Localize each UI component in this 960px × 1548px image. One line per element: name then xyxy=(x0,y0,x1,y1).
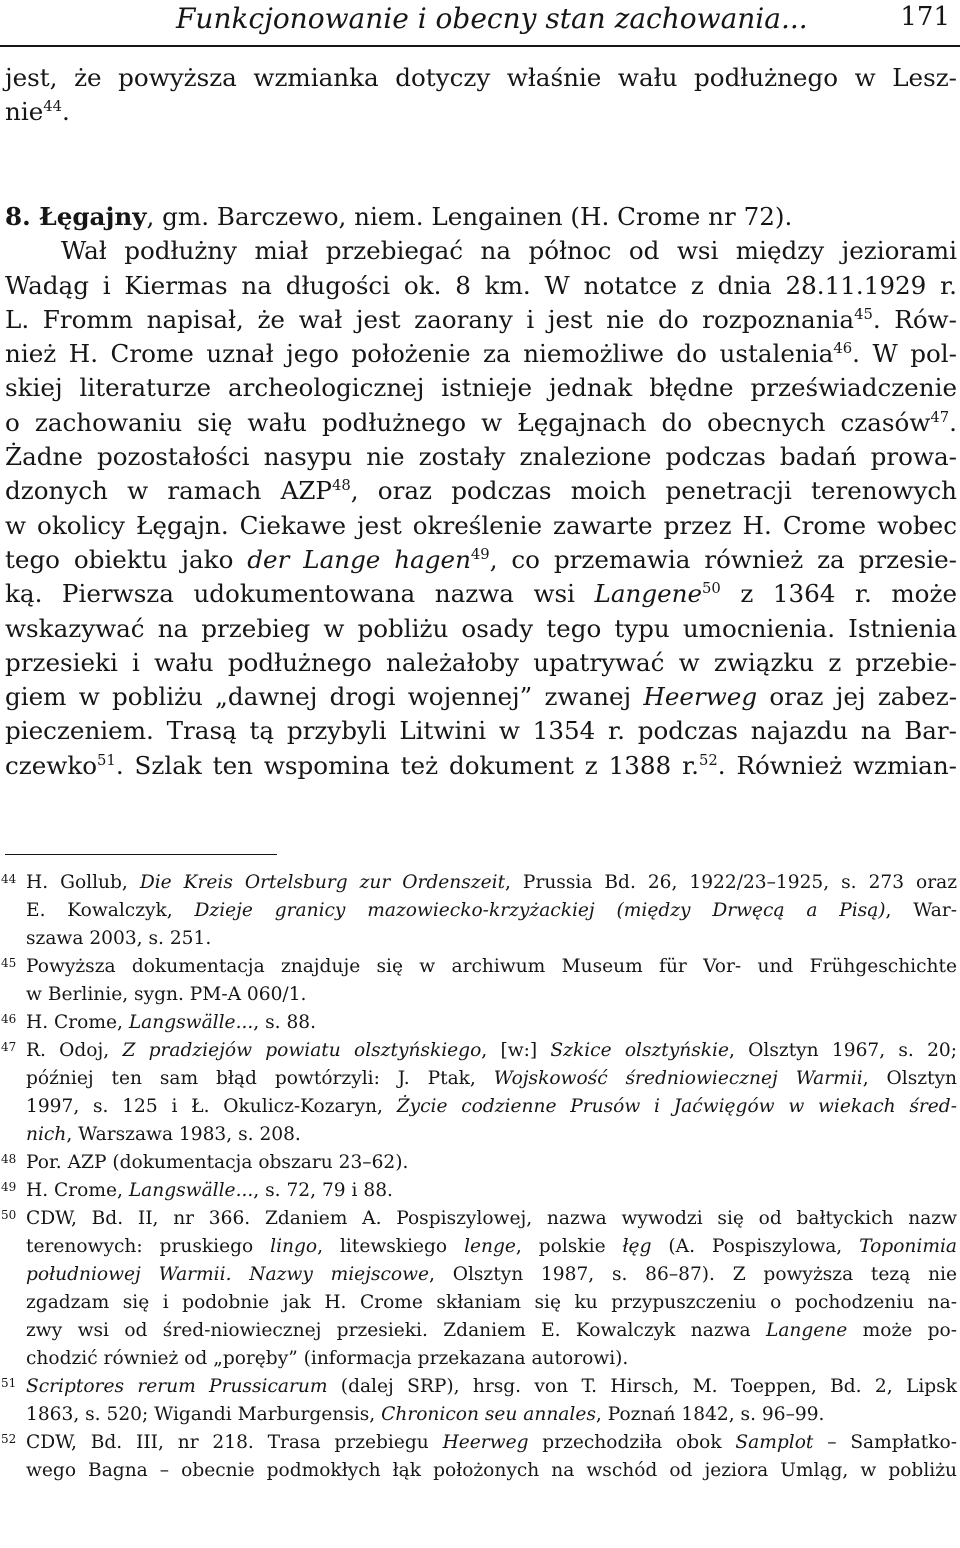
text-line xyxy=(5,269,957,303)
text-run: , gm. Barczewo, niem. Lengainen (H. Crome nr 72). xyxy=(146,202,793,231)
footnote-49 xyxy=(1,1177,957,1205)
italic-term: Samplot xyxy=(735,1432,814,1453)
footnote-44 xyxy=(1,869,958,953)
footnote-ref[interactable]: 46 xyxy=(833,340,853,357)
text-run: 1997, s. 125 i Ł. Okulicz-Kozaryn, xyxy=(26,1096,397,1117)
footnote-line xyxy=(26,1457,957,1485)
text-run: H. Crome, xyxy=(26,1012,129,1033)
text-run: Por. AZP (dokumentacja obszaru 23–62). xyxy=(26,1152,409,1173)
footnote-line xyxy=(26,1149,957,1177)
text-run: , Poznań 1842, s. 96–99. xyxy=(595,1404,825,1425)
text-run: . Szlak ten wspomina też dokument z 1388 r. xyxy=(115,750,699,780)
italic-title: Scriptores rerum Prussicarum xyxy=(26,1376,328,1397)
text-run: , Prussia Bd. 26, 1922/23–1925, s. 273 oraz xyxy=(505,872,957,893)
text-run: może po- xyxy=(847,1320,957,1341)
footnote-ref[interactable]: 45 xyxy=(854,305,873,323)
text-run: H. Gollub, xyxy=(26,872,140,893)
italic-title: Wojskowość średniowiecznej Warmii xyxy=(493,1068,863,1089)
text-run: Żadne pozostałości nasypu nie zostały znalezione podczas badań prowa- xyxy=(5,442,957,472)
text-run: Powyższa dokumentacja znajduje się w archiwum Museum für Vor- und Frühgeschichte xyxy=(26,956,957,977)
text-run: nież H. Crome uznał jego położenie za niemożliwe do ustalenia xyxy=(5,339,834,369)
header-rule xyxy=(0,45,960,47)
top-paragraph xyxy=(5,61,957,130)
footnote-line xyxy=(26,953,957,981)
text-run: Wał podłużny miał przebiegać na północ od wsi między jeziorami xyxy=(61,236,957,266)
italic-term: Heerweg xyxy=(643,682,758,712)
text-run: , litewskiego xyxy=(317,1236,465,1257)
text-run: oraz jej zabez- xyxy=(757,682,957,712)
text-run: E. Kowalczyk, xyxy=(26,900,195,921)
text-line xyxy=(5,543,957,577)
footnote-line xyxy=(26,1373,957,1401)
footnote-line xyxy=(26,1093,957,1121)
text-run: nie xyxy=(5,97,44,127)
footnote-47 xyxy=(1,1037,958,1149)
text-run: skiej literaturze archeologicznej istnieje jednak błędne przeświadczenie xyxy=(5,373,957,403)
text-run: H. Crome, xyxy=(26,1180,129,1201)
text-run: pieczeniem. Trasą tą przybyli Litwini w 1354 r. podczas najazdu na Bar- xyxy=(5,716,957,746)
footnote-line xyxy=(26,1037,957,1065)
footnote-number: 48 xyxy=(1,1152,17,1166)
footnote-number: 49 xyxy=(1,1180,17,1194)
text-run: – Sampłatko- xyxy=(813,1432,958,1453)
footnote-line xyxy=(26,869,957,897)
text-run: 1863, s. 520; Wigandi Marburgensis, xyxy=(26,1404,382,1425)
italic-title: Die Kreis Ortelsburg zur Ordenszeit xyxy=(139,872,506,893)
text-run: zwy wsi od śred-niowiecznej przesieki. Zdaniem E. Kowalczyk nazwa xyxy=(26,1320,766,1341)
italic-title: Langswälle... xyxy=(128,1180,254,1201)
text-line xyxy=(5,646,957,680)
footnote-number: 45 xyxy=(1,956,17,970)
italic-term: lenge xyxy=(464,1236,516,1257)
text-run: tego obiektu jako xyxy=(5,544,248,574)
footnote-48 xyxy=(1,1149,957,1177)
text-run: wego Bagna – obecnie podmokłych łąk położonych na wschód od jeziora Umląg, w pobliżu xyxy=(26,1460,957,1481)
italic-title: Langswälle... xyxy=(128,1012,254,1033)
text-line xyxy=(5,95,957,129)
italic-title: południowej Warmii. Nazwy miejscowe xyxy=(26,1264,430,1285)
text-run: w Berlinie, sygn. PM-A 060/1. xyxy=(26,984,307,1005)
text-run: terenowych: pruskiego xyxy=(26,1236,271,1257)
text-run: CDW, Bd. III, nr 218. Trasa przebiegu xyxy=(26,1432,443,1453)
footnote-ref[interactable]: 49 xyxy=(470,545,490,563)
text-run: zgadzam się i podobnie jak H. Crome skłaniam się ku przypuszczeniu o pochodzeniu na- xyxy=(26,1292,957,1313)
italic-term: Langene xyxy=(765,1320,848,1341)
text-line xyxy=(5,303,957,337)
text-run: ką. Pierwsza udokumentowana nazwa wsi xyxy=(5,579,595,609)
italic-term: łęg xyxy=(622,1236,652,1257)
footnote-line xyxy=(26,1233,957,1261)
footnote-46 xyxy=(1,1009,957,1037)
text-run: (A. Pospiszylowa, xyxy=(651,1236,860,1257)
italic-term: Heerweg xyxy=(442,1432,529,1453)
section-number-name: 8. Łęgajny xyxy=(5,202,147,231)
text-run: , co przemawia również za przesie- xyxy=(489,544,957,574)
text-line xyxy=(5,749,957,783)
text-run: . Rów- xyxy=(872,304,957,334)
text-run: przechodziła obok xyxy=(528,1432,736,1453)
section-heading xyxy=(5,200,957,234)
italic-title: Toponimia xyxy=(859,1236,957,1257)
text-run: w okolicy Łęgajn. Ciekawe jest określenie zawarte przez H. Crome wobec xyxy=(5,510,957,540)
footnote-line xyxy=(26,981,957,1009)
text-run: (dalej SRP), hrsg. von T. Hirsch, M. Toeppen, Bd. 2, Lipsk xyxy=(327,1376,957,1397)
text-line xyxy=(5,371,957,405)
text-line xyxy=(5,577,957,611)
page-number: 171 xyxy=(900,2,950,32)
text-run: L. Fromm napisał, że wał jest zaorany i jest nie do rozpoznania xyxy=(5,304,855,334)
italic-term: der Lange hagen xyxy=(247,544,471,574)
footnote-ref[interactable]: 44 xyxy=(43,98,63,116)
text-line xyxy=(5,61,957,95)
text-run: giem w pobliżu „dawnej drogi wojennej” zwanej xyxy=(5,682,644,712)
footnote-ref[interactable]: 47 xyxy=(930,408,950,426)
footnote-52 xyxy=(1,1429,958,1485)
text-run: , War- xyxy=(885,900,958,921)
footnote-line xyxy=(26,1205,957,1233)
footnote-line xyxy=(26,1177,957,1205)
text-run: . Również wzmian- xyxy=(717,750,957,780)
italic-title: Życie codzienne Prusów i Jaćwięgów w wiekach śred- xyxy=(396,1096,957,1117)
footnote-line xyxy=(26,1345,957,1373)
text-run: jest, że powyższa wzmianka dotyczy właśnie wału podłużnego w Lesz- xyxy=(5,63,957,92)
footnote-number: 44 xyxy=(1,872,17,886)
footnote-line xyxy=(26,1261,957,1289)
italic-title: nich xyxy=(26,1124,67,1145)
footnote-ref[interactable]: 51 xyxy=(97,751,116,769)
text-run: z 1364 r. może xyxy=(720,579,958,609)
italic-title: Z pradziejów powiatu olsztyńskiego xyxy=(122,1040,482,1061)
text-run: , s. 88. xyxy=(253,1012,317,1033)
footnote-ref[interactable]: 50 xyxy=(702,580,721,598)
running-header xyxy=(0,0,960,42)
footnote-line xyxy=(26,1065,957,1093)
footnote-51 xyxy=(1,1373,957,1429)
text-run: . xyxy=(62,97,70,127)
text-line xyxy=(5,440,957,474)
footnote-rule xyxy=(5,854,277,855)
section-8 xyxy=(5,200,957,783)
text-run: R. Odoj, xyxy=(26,1040,123,1061)
text-run: CDW, Bd. II, nr 366. Zdaniem A. Pospiszylowej, nazwa wywodzi się od bałtyckich nazw xyxy=(26,1208,957,1229)
text-run: , Warszawa 1983, s. 208. xyxy=(66,1124,301,1145)
footnote-number: 52 xyxy=(1,1432,17,1446)
text-line xyxy=(5,406,957,440)
footnote-line xyxy=(26,1429,957,1457)
footnote-number: 47 xyxy=(1,1040,17,1054)
text-run: szawa 2003, s. 251. xyxy=(26,928,212,949)
text-line xyxy=(5,714,957,748)
text-line xyxy=(5,337,957,371)
text-run: chodzić również od „poręby” (informacja przekazana autorowi). xyxy=(26,1348,629,1369)
footnote-line xyxy=(26,1121,957,1149)
footnote-line xyxy=(26,925,957,953)
text-run: , Olsztyn 1967, s. 20; xyxy=(729,1040,958,1061)
text-run: o zachowaniu się wału podłużnego w Łęgajnach do obecnych czasów xyxy=(5,407,931,437)
italic-term: Langene xyxy=(594,579,703,609)
text-line xyxy=(5,680,957,714)
text-line xyxy=(5,474,957,508)
running-title: Funkcjonowanie i obecny stan zachowania... xyxy=(176,2,808,35)
footnote-number: 50 xyxy=(1,1208,17,1222)
italic-term: lingo xyxy=(270,1236,318,1257)
text-run: , oraz podczas moich penetracji terenowych xyxy=(350,476,957,506)
text-line xyxy=(5,509,957,543)
text-run: , Olsztyn xyxy=(862,1068,957,1089)
footnote-number: 46 xyxy=(1,1012,17,1026)
text-run: wskazywać na przebieg w pobliżu osady tego typu umocnienia. Istnienia xyxy=(5,613,957,643)
footnote-number: 51 xyxy=(1,1376,17,1390)
text-run: . xyxy=(949,407,957,437)
text-line xyxy=(5,612,957,646)
footnote-line xyxy=(26,1289,957,1317)
text-run: Wadąg i Kiermas na długości ok. 8 km. W notatce z dnia 28.11.1929 r. xyxy=(5,270,957,300)
text-run: , [w:] xyxy=(481,1040,551,1061)
footnote-50 xyxy=(1,1205,957,1373)
footnote-line xyxy=(26,1401,957,1429)
italic-title: Chronicon seu annales xyxy=(381,1404,596,1425)
text-run: , Olsztyn 1987, s. 86–87). Z powyższa tezą nie xyxy=(429,1264,957,1285)
footnotes xyxy=(1,869,958,1485)
italic-title: Dzieje granicy mazowiecko-krzyżackiej (między Drwęcą a Pisą) xyxy=(194,900,886,921)
text-run: przesieki i wału podłużnego należałoby upatrywać w związku z przebie- xyxy=(5,647,957,677)
footnote-ref[interactable]: 48 xyxy=(331,477,351,495)
text-run: , s. 72, 79 i 88. xyxy=(253,1180,393,1201)
italic-title: Szkice olsztyńskie xyxy=(550,1040,730,1061)
footnote-ref[interactable]: 52 xyxy=(698,751,718,769)
text-line xyxy=(5,234,957,268)
text-run: później ten sam błąd powtórzyli: J. Ptak, xyxy=(26,1068,494,1089)
footnote-45 xyxy=(1,953,957,1009)
text-run: dzonych w ramach AZP xyxy=(5,476,332,506)
footnote-line xyxy=(26,1317,957,1345)
footnote-line xyxy=(26,897,957,925)
text-run: , polskie xyxy=(515,1236,623,1257)
text-run: . W pol- xyxy=(852,339,957,369)
footnote-line xyxy=(26,1009,957,1037)
text-run: czewko xyxy=(5,750,98,780)
